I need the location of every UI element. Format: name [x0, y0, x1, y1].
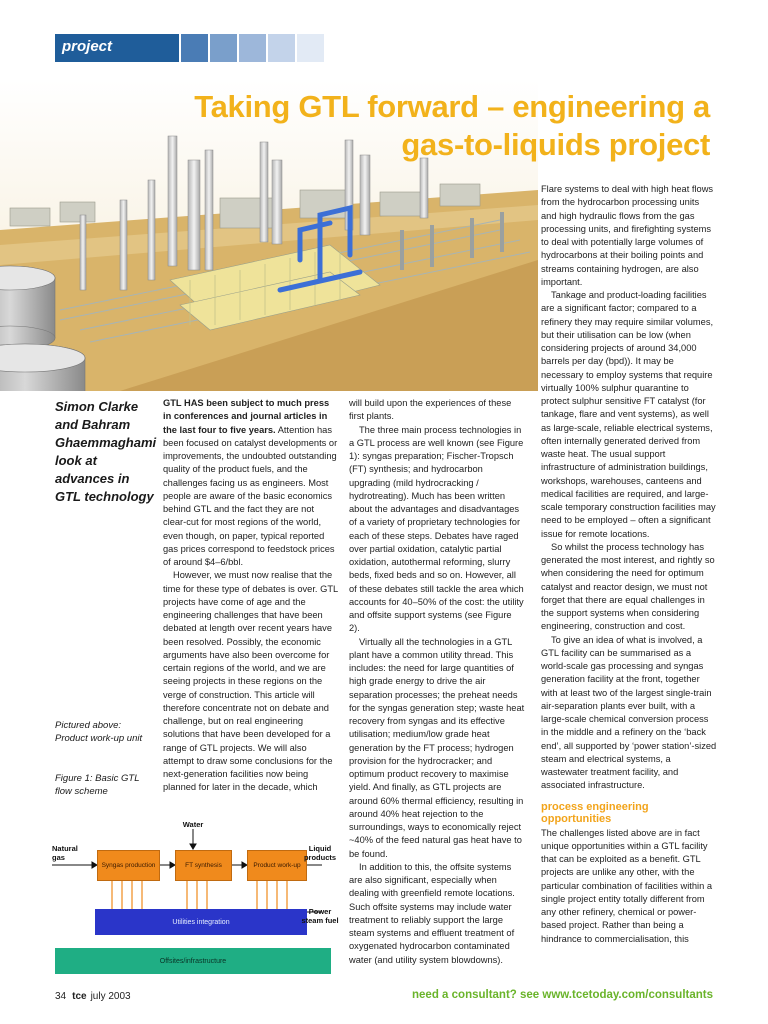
col3-para-2: Tankage and product-loading facilities are a significant factor; compared to a refinery they may require similar volumes, but their utilisation can be low (when considering projects of around 34,000 barrels per day (bpd)). It may be necessary to employ systems that require virtually 100% sulphur quarantine to protect sulphur sensitive FT catalyst (for tankage, flare and vent systems), as well as large-scale, reliable electrical systems, often internally generated derived from waste heat. The usual support infrastructure of administration buildings, workshops, warehouses, canteens and medical facilities are required, and large-scale temporary construction facilities may need to be employed – often a significant issue for remote locations.: [541, 290, 716, 539]
flow-bar-utilities: Utilities integration: [95, 909, 307, 935]
footer-magazine: tce: [72, 991, 87, 1002]
col3-para-4: To give an idea of what is involved, a GTL facility can be summarised as a world-scale gas processing and syngas generation facility at the front, together with at least two of the largest single-train air-separation plants ever built, with a large-scale chemical conversion process in the middle and a refinery on the ‘back end’, all supported by ‘power station’-sized steam and electrical systems, a wastewater treatment facility, and associated infrastructure.: [541, 634, 717, 791]
title-line-2: gas-to-liquids project: [401, 127, 710, 162]
col3-para-1: Flare systems to deal with high heat flows from the hydrocarbon processing units and high hydraulic flows from the gas processing units, and firefighting systems to deal with potentially large volumes of hydrocarbons at their boiling points and streams containing hydrogen, are also important.: [541, 184, 714, 287]
title-line-1: Taking GTL forward – engineering a: [194, 89, 710, 124]
article-title: [70, 88, 710, 164]
col3-subhead: process engineering opportunities: [541, 800, 649, 825]
byline: Simon Clarke and Bahram Ghaemmaghami look at advances in GTL technology: [55, 399, 157, 504]
col1-lead: GTL HAS been subject to much press in conferences and journal articles in the last four to five years.: [163, 398, 330, 435]
flow-box-syngas: Syngas production: [97, 850, 160, 881]
flow-bar-offsites: Offsites/infrastructure: [55, 948, 331, 974]
footer-page-number: 34: [55, 991, 67, 1002]
footer-folio: [55, 991, 131, 1002]
flow-label-liquid: Liquid products: [303, 844, 337, 862]
col2-para-1: The three main process technologies in a GTL process are well known (see Figure 1): syngas preparation; Fischer-Tropsch (FT) synthesis; and hydrocarbon upgrading (mild hydrocracking / hydrotreating). Much has been written about the advantages and disadvantages of a variety of proprietary technologies for each of these steps. Debates have raged over partial oxidation, catalytic partial oxidation, autothermal reforming, slurry beds, fixed beds and so on. However, all of these debates still tackle the area which accounts for 40–50% of the cost: the utility and offsite support systems (see Figure 2).: [349, 424, 524, 634]
col3-para-5: The challenges listed above are in fact unique opportunities within a GTL facility that can be exploited as a benefit. GTL projects are unlike any other, with the particular combination of facilities within a single project entity totally different from any other refinery, chemical or power-based project. Rather than being a hindrance to commercialisation, this: [541, 827, 713, 944]
col2-para-2: Virtually all the technologies in a GTL plant have a common utility thread. This includes: the need for large quantities of high grade energy to drive the air separation processes; the preheat needs for the syngas generation step; waste heat recovery from syngas and its effective utilisation; medium/low grade heat generation by the FT process; hydrogen provision for the hydrocracker; and optimum product recovery to maximise yield. And finally, as GTL projects are around 60% thermal efficiency, resulting in around 40% heat rejection to the surroundings, ways to economically reject ~40% of the feed natural gas heat have to be found.: [349, 636, 525, 859]
caption-pictured: Pictured above: Product work-up unit: [55, 720, 143, 744]
col2-para-0: will build upon the experiences of these first plants.: [349, 398, 512, 422]
flow-label-power: Power steam fuel: [301, 907, 339, 925]
section-label: project: [55, 34, 179, 62]
flow-label-natural-gas: Natural gas: [52, 844, 78, 862]
column-1: [163, 397, 339, 795]
flow-box-ft: FT synthesis: [175, 850, 232, 881]
tab-square-1: [181, 34, 208, 62]
flow-box-workup: Product work-up: [247, 850, 307, 881]
tab-square-3: [239, 34, 266, 62]
column-3: [541, 183, 717, 946]
tab-square-5: [297, 34, 324, 62]
col1-para-1: [163, 397, 339, 569]
footer-date: july 2003: [90, 991, 131, 1002]
tab-square-2: [210, 34, 237, 62]
caption-figure-1: Figure 1: Basic GTL flow scheme: [55, 773, 140, 797]
column-2: [349, 397, 525, 967]
col2-para-3: In addition to this, the offsite systems are also significant, especially when dealing with greenfield remote locations. Such offsite systems may include water treatment to reliably support the large steam systems and effluent treatment of oxygenated hydrocarbon contaminated water (and utility system blowdowns).: [349, 861, 515, 965]
footer-consultants-link[interactable]: need a consultant? see www.tcetoday.com/consultants: [412, 989, 713, 1001]
col1-para-1-text: Attention has been focused on catalyst developments or improvements, the undoubted outstanding quality of the product fuels, and the challenges facing us as engineers. Most people are aware of the basic economics behind GTL and the fact they are not clear-cut for most regions of the world, even though, on paper, typical reported gas prices correspond to feedstock prices of around $4–6/bbl.: [163, 424, 338, 567]
figure-1-flow-diagram: [52, 817, 337, 977]
col3-para-3: So whilst the process technology has generated the most interest, and rightly so when considering the need for optimum catalyst and reactor design, we must not forget that there are equal challenges in the support systems when considering engineering, construction and cost.: [541, 541, 715, 632]
col1-para-2: However, we must now realise that the time for these type of debates is over. GTL projects have come of age and the engineering challenges that have been debated at length over recent years have been resolved. Possibly, the economic arguments have also been overcome for certain regions of the world, and we are seeing projects in these regions on the verge of construction. This article will therefore concentrate not on debate and challenge, but on real engineering solutions that have been developed for a range of GTL projects. We will also attempt to draw some conclusions for the next-generation facilities now being planned for later in the decade, which: [163, 570, 338, 793]
tab-square-4: [268, 34, 295, 62]
flow-label-water: Water: [182, 820, 204, 829]
